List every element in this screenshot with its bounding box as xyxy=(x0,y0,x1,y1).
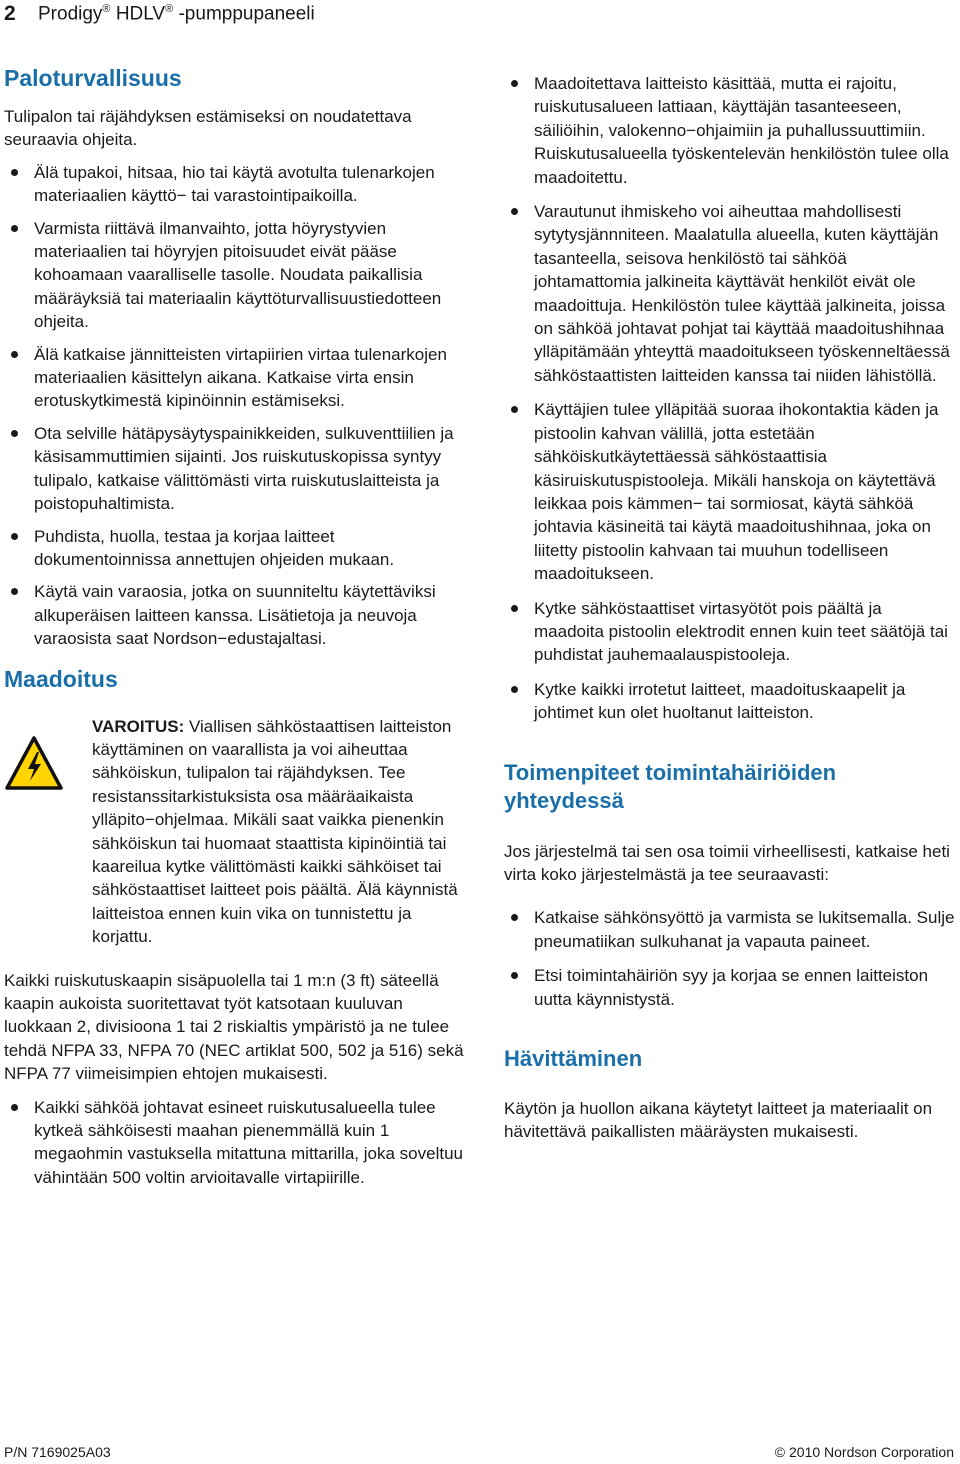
brand-name: Prodigy xyxy=(38,3,103,25)
warning-body: Viallisen sähköstaattisen laitteiston käyttäminen on vaarallista ja voi aiheuttaa sähköiskun, tulipalon tai räjähdyksen. Tee resistanssitarkistuksista osa määräaikaista ylläpito−ohjelmaa. Mikäli saat vaikka pienenkin sähköiskun tai huomaat staattista kipinöintiä tai kaareilua kytke välittömästi kaikki sähköiset tai sähköstaattiset laitteet pois päältä. Älä käynnistä laitteistoa ennen kuin vika on tunnistettu ja korjattu. xyxy=(92,716,458,947)
copyright xyxy=(775,1444,954,1460)
page-number: 2 xyxy=(4,2,16,25)
list-item: Älä katkaise jännitteisten virtapiirien virtaa tulenarkojen materiaalien käsittelyn aikana. Katkaise virta ensin erotuskytkimestä kipinöinnin estämiseksi. xyxy=(4,343,470,413)
title-rest: -pumppupaneeli xyxy=(178,3,315,25)
grounding-paragraph: Kaikki ruiskutuskaapin sisäpuolella tai 1 m:n (3 ft) säteellä kaapin aukoista suoritettavat työt katsotaan kuuluvan luokkaan 2, divisioona 1 tai 2 riskialtis ympäristö ja ne tulee tehdä NFPA 33, NFPA 70 (NEC artiklat 500, 502 ja 516) sekä NFPA 77 viimeisimpien ehtojen mukaisesti. xyxy=(4,970,464,1084)
list-item: Varmista riittävä ilmanvaihto, jotta höyrystyvien materiaalien tai höyryjen pitoisuudet eivät pääse kohoamaan vaaralliselle tasolle. Noudata paikallisia määräyksiä tai materiaalin käyttöturvallisuustiedotteen ohjeita. xyxy=(4,217,470,334)
list-item: Varautunut ihmiskeho voi aiheuttaa mahdollisesti sytytysjännniteen. Maalatulla alueella, kuten käyttäjän tasanteella, seisova henkilöstö tai sähköä johtamattomia jalkineita käyttävät henkilöt eivät ole maadoittuja. Henkilöstön tulee käyttää jalkineita, joissa on sähköä johtavat pohjat tai käyttää maadoitushihnaa ylläpitämään yhteyttä maadoitukseen työskenneltäessä sähköstaattisten laitteiden kanssa tai niiden lähistöllä. xyxy=(504,200,956,387)
fire-intro: Tulipalon tai räjähdyksen estämiseksi on noudatettava seuraavia ohjeita. xyxy=(4,107,412,150)
left-column xyxy=(4,64,470,1198)
right-column xyxy=(504,72,956,1144)
list-item: Etsi toimintahäiriön syy ja korjaa se ennen laitteiston uutta käynnistystä. xyxy=(504,964,956,1011)
heading-disposal: Hävittäminen xyxy=(504,1046,643,1071)
model-name: HDLV xyxy=(115,3,166,25)
list-item: Kytke sähköstaattiset virtasyötöt pois päältä ja maadoita pistoolin elektrodit ennen kuin teet säätöjä tai puhdistat jauhemaalauspistooleja. xyxy=(504,597,956,667)
copyright-symbol: © xyxy=(774,1444,786,1460)
list-item: Älä tupakoi, hitsaa, hio tai käytä avotulta tulenarkojen materiaalien käyttö− tai varastointipaikoilla. xyxy=(4,161,470,208)
list-item: Käyttäjien tulee ylläpitää suoraa ihokontaktia käden ja pistoolin kahvan välillä, jotta estetään sähköiskutkäytettäessä sähköstaattisia käsiruiskutuspistooleja. Mikäli hanskoja on käytettävä leikkaa pois kämmen− tai sormiosat, käytä sähköä johtavia käsineitä tai käytä maadoitushihnaa, joka on liitetty pistoolin kahvaan tai muuhun todelliseen maadoitukseen. xyxy=(504,398,956,585)
registered-mark: ® xyxy=(102,3,111,15)
malfunction-intro: Jos järjestelmä tai sen osa toimii virheellisesti, katkaise heti virta koko järjestelmästä ja tee seuraavasti: xyxy=(504,841,950,884)
list-item: Katkaise sähkönsyöttö ja varmista se lukitsemalla. Sulje pneumatiikan sulkuhanat ja vapauta paineet. xyxy=(504,906,956,953)
list-item: Kaikki sähköä johtavat esineet ruiskutusalueella tulee kytkeä sähköisesti maahan pienemmällä kuin 1 megaohmin vastuksella mitattuna mittarilla, joka soveltuu vähintään 500 voltin arvioitavalle virtapiirille. xyxy=(4,1096,470,1190)
grounding-bullet-list-cont xyxy=(504,72,956,725)
copyright-text: 2010 Nordson Corporation xyxy=(789,1444,954,1460)
malfunction-bullet-list xyxy=(504,906,956,1011)
grounding-bullet-list xyxy=(4,1096,470,1190)
registered-mark: ® xyxy=(165,3,174,15)
list-item: Kytke kaikki irrotetut laitteet, maadoituskaapelit ja johtimet kun olet huoltanut laitteiston. xyxy=(504,678,956,725)
part-number: P/N 7169025A03 xyxy=(4,1444,111,1460)
list-item: Puhdista, huolla, testaa ja korjaa laitteet dokumentoinnissa annettujen ohjeiden mukaan. xyxy=(4,525,470,572)
heading-grounding: Maadoitus xyxy=(4,665,118,692)
disposal-text: Käytön ja huollon aikana käytetyt laitteet ja materiaalit on hävitettävä paikallisten määräysten mukaisesti. xyxy=(504,1099,933,1142)
heading-malfunction: Toimenpiteet toimintahäiriöiden yhteydessä xyxy=(504,759,837,813)
electrical-hazard-icon xyxy=(4,735,64,791)
warning-label: VAROITUS: xyxy=(92,716,185,736)
page-header xyxy=(0,0,960,40)
heading-fire-safety: Paloturvallisuus xyxy=(4,65,182,91)
fire-bullet-list xyxy=(4,161,470,651)
list-item: Maadoitettava laitteisto käsittää, mutta ei rajoitu, ruiskutusalueen lattiaan, käyttäjän tasanteeseen, säiliöihin, valokenno−ohjaimiin ja puhallussuuttimiin. Ruiskutusalueella työskentelevän henkilöstön tulee olla maadoitettu. xyxy=(504,72,956,189)
warning-block xyxy=(4,715,470,949)
running-title xyxy=(38,3,315,25)
list-item: Käytä vain varaosia, jotka on suunniteltu käytettäviksi alkuperäisen laitteen kanssa. Lisätietoja ja neuvoja varaosista saat Nordson−edustajaltasi. xyxy=(4,580,470,650)
list-item: Ota selville hätäpysäytyspainikkeiden, sulkuventtiilien ja käsisammuttimien sijainti. Jos ruiskutuskopissa syntyy tulipalo, katkaise välittömästi virta ruiskutuslaitteista ja poistopuhaltimista. xyxy=(4,422,470,516)
warning-text xyxy=(92,715,470,949)
